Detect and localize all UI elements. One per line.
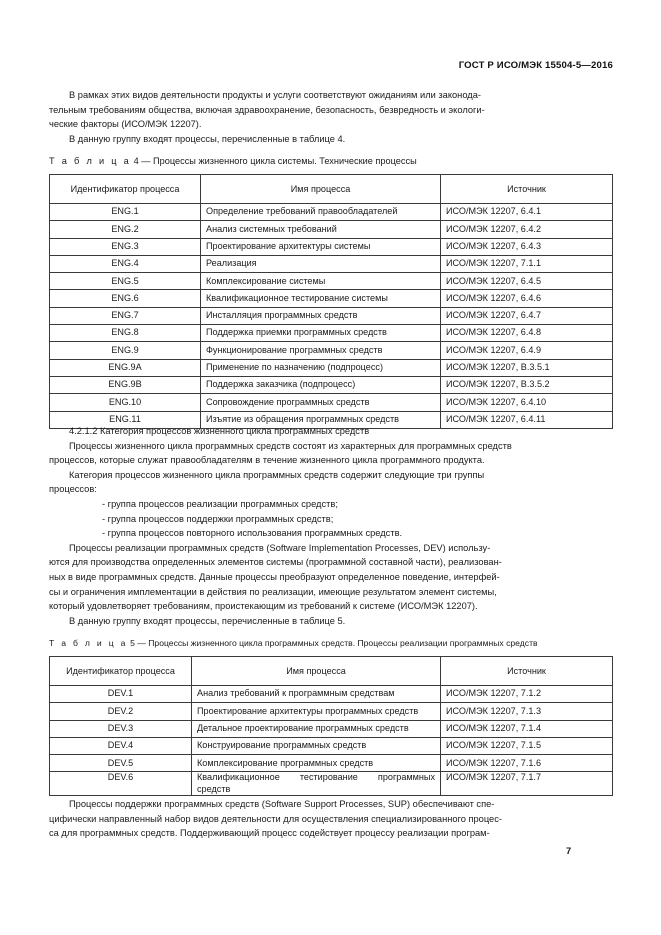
cell-process-id: DEV.3 [50, 720, 192, 737]
cell-source: ИСО/МЭК 12207, В.3.5.1 [441, 359, 613, 376]
list-item: - группа процессов поддержки программных средств; [102, 513, 334, 524]
cell-process-id: ENG.6 [50, 290, 201, 307]
cell-source: ИСО/МЭК 12207, 7.1.5 [441, 737, 613, 754]
cell-process-name [192, 772, 441, 796]
section-paragraph-3-line-4: сы и ограничения имплементации в действия по реализации, имеющие результатом элемент системы, [49, 586, 497, 597]
cell-source: ИСО/МЭК 12207, 6.4.8 [441, 325, 613, 342]
list-item: - группа процессов реализации программных средств; [102, 498, 338, 509]
footer-paragraph-line-1: Процессы поддержки программных средств (Software Support Processes, SUP) обеспечивают спе- [69, 799, 495, 809]
section-paragraph-4: В данную группу входят процессы, перечисленные в таблице 5. [69, 615, 346, 626]
table-row [50, 737, 613, 754]
page-number: 7 [566, 845, 572, 856]
cell-process-id: ENG.10 [50, 394, 201, 411]
table-row [50, 255, 613, 272]
cell-process-name: Квалификационное тестирование системы [201, 290, 441, 307]
table-row [50, 755, 613, 772]
table-row [50, 325, 613, 342]
section-text-block [49, 424, 613, 628]
cell-source: ИСО/МЭК 12207, 7.1.3 [441, 703, 613, 720]
section-heading: 4.2.1.2 Категория процессов жизненного цикла программных средств [69, 426, 370, 436]
table-row [50, 273, 613, 290]
cell-process-name: Изъятие из обращения программных средств [201, 411, 441, 428]
cell-process-name: Проектирование архитектуры системы [201, 238, 441, 255]
table-technical-processes [49, 174, 613, 429]
section-paragraph-3-line-1: Процессы реализации программных средств (Software Implementation Processes, DEV) использу- [69, 542, 491, 553]
cell-process-id: ENG.7 [50, 307, 201, 324]
table4-caption-label: Т а б л и ц а [49, 156, 132, 166]
table5-caption-text: 5 — Процессы жизненного цикла программных средств. Процессы реализации программных средств [127, 638, 538, 648]
table5-caption [49, 637, 613, 650]
cell-process-id: ENG.5 [50, 273, 201, 290]
cell-process-id: DEV.2 [50, 703, 192, 720]
cell-source: ИСО/МЭК 12207, 6.4.1 [441, 204, 613, 221]
footer-paragraph-line-2: цифически направленный набор видов деятельности для осуществления специализированного процес- [49, 813, 502, 824]
table5-col-process-name: Имя процесса [192, 657, 441, 686]
table4-caption-text: 4 — Процессы жизненного цикла системы. Технические процессы [131, 156, 417, 166]
table4-body [50, 204, 613, 429]
cell-source: ИСО/МЭК 12207, 6.4.3 [441, 238, 613, 255]
cell-process-id: ENG.1 [50, 204, 201, 221]
table5-header-row [50, 657, 613, 686]
cell-process-name-line-1: Квалификационное тестирование программных [197, 772, 435, 783]
table-software-implementation-processes [49, 656, 613, 796]
cell-source: ИСО/МЭК 12207, 6.4.11 [441, 411, 613, 428]
list-item: - группа процессов повторного использования программных средств. [102, 528, 403, 539]
table5-body [50, 686, 613, 796]
table-row [50, 686, 613, 703]
cell-source: ИСО/МЭК 12207, 6.4.2 [441, 221, 613, 238]
intro-paragraph-line-3: ческие факторы (ИСО/МЭК 12207). [49, 119, 202, 130]
cell-source: ИСО/МЭК 12207, 6.4.9 [441, 342, 613, 359]
table-row [50, 221, 613, 238]
footer-paragraph-line-3: са для программных средств. Поддерживающий процесс содействует процессу реализации програм- [49, 828, 490, 839]
cell-process-name: Комплексирование системы [201, 273, 441, 290]
cell-process-name-line-2: средств [197, 783, 231, 794]
cell-source: ИСО/МЭК 12207, 7.1.6 [441, 755, 613, 772]
cell-source: ИСО/МЭК 12207, 6.4.10 [441, 394, 613, 411]
table-row [50, 720, 613, 737]
table-row [50, 703, 613, 720]
table-row [50, 342, 613, 359]
cell-process-name: Поддержка приемки программных средств [201, 325, 441, 342]
section-paragraph-1-line-2: процессов, которые служат правообладателям в течение жизненного цикла программного продукта. [49, 455, 485, 466]
cell-process-name: Реализация [201, 255, 441, 272]
document-header-title: ГОСТ Р ИСО/МЭК 15504-5—2016 [458, 60, 613, 71]
cell-process-name: Анализ требований к программным средствам [192, 686, 441, 703]
cell-process-name: Функционирование программных средств [201, 342, 441, 359]
cell-process-name: Комплексирование программных средств [192, 755, 441, 772]
cell-source: ИСО/МЭК 12207, 7.1.7 [441, 772, 613, 796]
table5-col-source: Источник [441, 657, 613, 686]
table-row [50, 238, 613, 255]
section-paragraph-2-line-1: Категория процессов жизненного цикла программных средств содержит следующие три группы [69, 469, 485, 480]
cell-process-id: ENG.9 [50, 342, 201, 359]
table-row [50, 359, 613, 376]
cell-source: ИСО/МЭК 12207, 6.4.5 [441, 273, 613, 290]
cell-process-name: Анализ системных требований [201, 221, 441, 238]
section-paragraph-3-line-2: ются для производства определенных элементов системы (программной составной части), реализован- [49, 557, 502, 568]
cell-process-id: DEV.6 [50, 772, 192, 796]
cell-process-name: Определение требований правообладателей [201, 204, 441, 221]
section-paragraph-3-line-5: который удовлетворяет требованиям, проистекающим из требований к системе (ИСО/МЭК 12207). [49, 601, 478, 612]
section-paragraph-1-line-1: Процессы жизненного цикла программных средств состоят из характерных для программных средств [69, 440, 512, 451]
cell-process-id: ENG.9B [50, 376, 201, 393]
table-row [50, 772, 613, 796]
intro-paragraph-2: В данную группу входят процессы, перечисленные в таблице 4. [69, 133, 346, 144]
intro-paragraph-line-1: В рамках этих видов деятельности продукты и услуги соответствуют ожиданиям или законода- [69, 90, 481, 100]
table4-col-process-name: Имя процесса [201, 175, 441, 204]
cell-process-id: DEV.4 [50, 737, 192, 754]
table4-col-process-id: Идентификатор процесса [50, 175, 201, 204]
cell-process-id: ENG.11 [50, 411, 201, 428]
cell-process-name: Конструирование программных средств [192, 737, 441, 754]
intro-text-block [49, 88, 613, 146]
table-row [50, 204, 613, 221]
cell-process-name: Применение по назначению (подпроцесс) [201, 359, 441, 376]
section-paragraph-3-line-3: ных в виде программных средств. Данные процессы преобразуют определенное поведение, интерфей- [49, 571, 500, 582]
cell-process-name: Сопровождение программных средств [201, 394, 441, 411]
cell-process-name: Проектирование архитектуры программных средств [192, 703, 441, 720]
cell-source: ИСО/МЭК 12207, В.3.5.2 [441, 376, 613, 393]
table5-caption-label: Т а б л и ц а [49, 638, 128, 648]
cell-process-id: ENG.3 [50, 238, 201, 255]
cell-source: ИСО/МЭК 12207, 7.1.1 [441, 255, 613, 272]
table-row [50, 376, 613, 393]
footer-text-block [49, 797, 613, 841]
cell-process-name: Детальное проектирование программных средств [192, 720, 441, 737]
cell-source: ИСО/МЭК 12207, 7.1.2 [441, 686, 613, 703]
table5-col-process-id: Идентификатор процесса [50, 657, 192, 686]
table-row [50, 307, 613, 324]
table4-header-row [50, 175, 613, 204]
cell-process-id: DEV.5 [50, 755, 192, 772]
cell-process-id: ENG.8 [50, 325, 201, 342]
cell-process-id: ENG.4 [50, 255, 201, 272]
section-paragraph-2-line-2: процессов: [49, 484, 97, 495]
table-row [50, 394, 613, 411]
intro-paragraph-line-2: тельным требованиям общества, включая здравоохранение, безопасность, безвредность и экологи- [49, 104, 485, 115]
cell-process-id: DEV.1 [50, 686, 192, 703]
cell-source: ИСО/МЭК 12207, 6.4.7 [441, 307, 613, 324]
cell-process-id: ENG.2 [50, 221, 201, 238]
table4-caption [49, 155, 613, 168]
cell-source: ИСО/МЭК 12207, 6.4.6 [441, 290, 613, 307]
cell-process-id: ENG.9A [50, 359, 201, 376]
cell-source: ИСО/МЭК 12207, 7.1.4 [441, 720, 613, 737]
cell-process-name: Инсталляция программных средств [201, 307, 441, 324]
cell-process-name: Поддержка заказчика (подпроцесс) [201, 376, 441, 393]
table4-col-source: Источник [441, 175, 613, 204]
table-row [50, 290, 613, 307]
